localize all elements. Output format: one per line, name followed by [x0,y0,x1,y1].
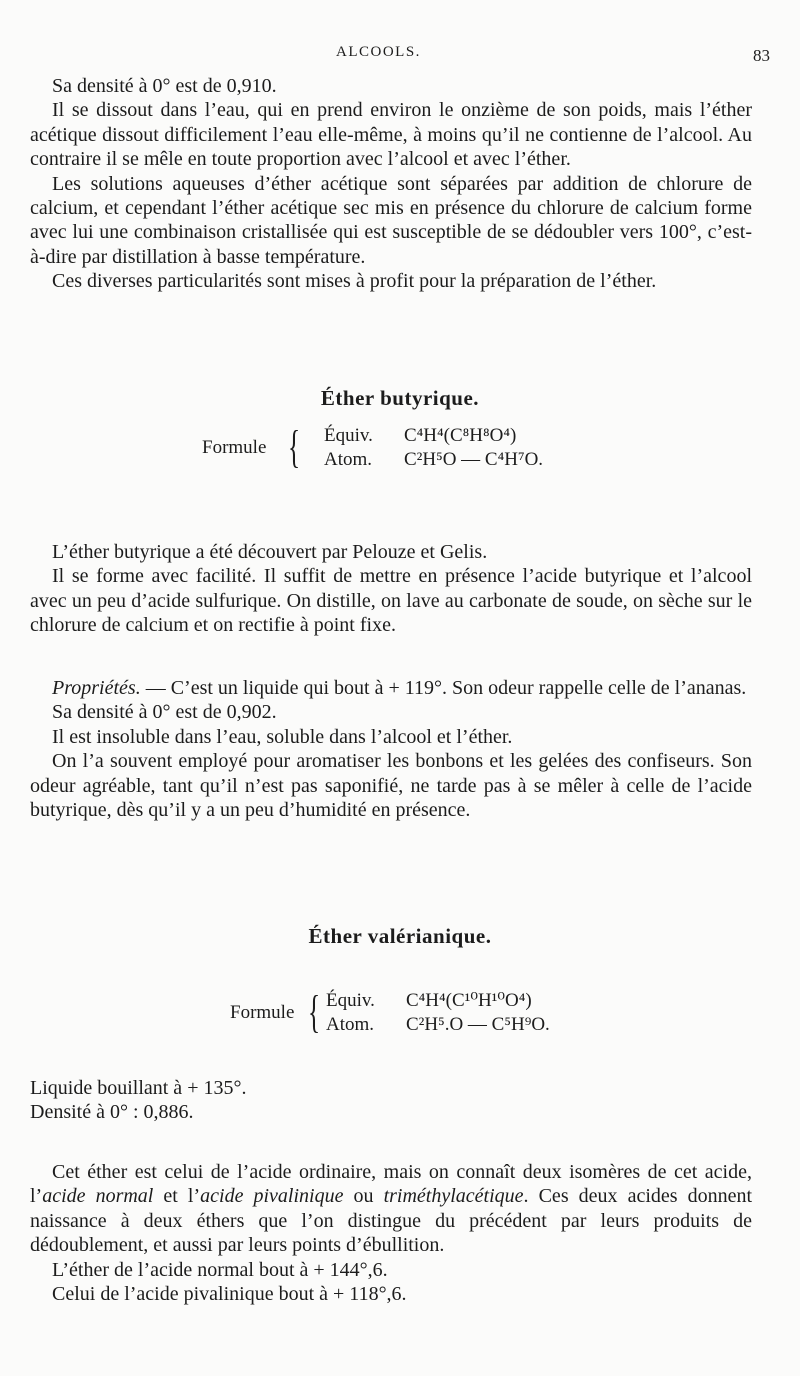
running-title: ALCOOLS. [336,44,421,60]
paragraph [30,676,752,700]
formula-brace: { [308,986,321,1037]
section-title-butyrique: Éther butyrique. [320,386,480,410]
formula-label: Formule [230,1002,295,1023]
formula-atom-value: C²H⁵O — C⁴H⁷O. [404,449,544,470]
valerianique-text [30,1160,752,1306]
paragraph: L’éther de l’acide normal bout à + 144°,6. [52,1258,388,1281]
formula-equiv-key: Équiv. [326,990,375,1011]
density-line: Densité à 0° : 0,886. [30,1101,194,1124]
paragraph: Ces diverses particularités sont mises à profit pour la préparation de l’éther. [52,270,657,293]
formula-atom-row [324,448,543,471]
text-span: Cet éther est celui de l’acide ordinaire, mais on connaît deux isomères de cet acide, l’ [30,1161,752,1208]
valerianique-data [30,1076,752,1125]
formula-atom-key: Atom. [326,1014,375,1035]
boiling-point-line: Liquide bouillant à + 135°. [30,1077,247,1099]
text-span: et l’ [153,1185,201,1208]
paragraph: Celui de l’acide pivalinique bout à + 118°,6. [52,1283,407,1306]
text-span: ou [343,1185,384,1208]
formula-label: Formule [202,437,267,458]
formula-atom-key: Atom. [324,449,373,470]
formula-brace: { [288,421,301,472]
formula-equiv-row [326,989,532,1012]
paragraph [30,1160,752,1258]
paragraph: Il se forme avec facilité. Il suffit de mettre en présence l’acide butyrique et l’alcool avec un peu d’acide sulfurique. On distille, on lave au carbonate de soude, on sèche sur le chlorure de calcium et on rectifie à point fixe. [30,565,752,637]
paragraph: On l’a souvent employé pour aromatiser les bonbons et les gelées des confiseurs. Son odeur agréable, tant qu’il n’est pas saponifié, ne tarde pas à se mêler à celle de l’acide butyrique, dès qu’il y a un peu d’humidité en présence. [30,750,752,822]
butyrique-properties [30,676,752,822]
proprietes-text: — C’est un liquide qui bout à + 119°. Son odeur rappelle celle de l’ananas. [140,677,747,699]
formula-equiv-value: C⁴H⁴(C¹⁰H¹⁰O⁴) [406,990,532,1011]
formula-atom-value: C²H⁵.O — C⁵H⁹O. [406,1014,550,1035]
proprietes-label: Propriétés. [52,677,141,699]
term-trimethylacetique: triméthylacétique [383,1185,524,1208]
formula-equiv-value: C⁴H⁴(C⁸H⁸O⁴) [404,425,517,446]
paragraph: L’éther butyrique a été découvert par Pelouze et Gelis. [52,541,488,563]
paragraph: Les solutions aqueuses d’éther acétique sont séparées par addition de chlorure de calcium, et cependant l’éther acétique sec mis en présence du chlorure de calcium forme avec lui une combinaison cristallisée qui est susceptible de se dédoubler vers 100°, c’est-à-dire par distillation à basse température. [30,172,752,268]
acetic-ether-text [30,74,752,294]
paragraph: Il se dissout dans l’eau, qui en prend environ le onzième de son poids, mais l’éther acétique dissout difficilement l’eau elle-même, à moins qu’il ne contienne de l’alcool. Au contraire il se mêle en toute proportion avec l’alcool et avec l’éther. [30,99,752,171]
text-span: . Ces deux acides donnent naissance à deux éthers que l’on distingue du précédent par leurs produits de dédoublement, et aussi par leurs points d’ébullition. [30,1185,753,1257]
paragraph: Sa densité à 0° est de 0,910. [52,75,277,97]
term-acide-normal: acide normal [42,1185,154,1208]
paragraph: Il est insoluble dans l’eau, soluble dans l’alcool et l’éther. [52,725,513,748]
section-title-valerianique: Éther valérianique. [308,924,492,948]
page-number: 83 [753,46,770,65]
paragraph: Sa densité à 0° est de 0,902. [52,701,277,724]
butyrique-text [30,540,752,638]
term-acide-pivalinique: acide pivalinique [200,1185,344,1208]
formula-atom-row [326,1013,550,1036]
formula-butyrique [202,420,602,476]
formula-equiv-row [324,424,516,447]
formula-valerianique [230,985,630,1041]
formula-equiv-key: Équiv. [324,425,373,446]
page-header [0,40,800,68]
